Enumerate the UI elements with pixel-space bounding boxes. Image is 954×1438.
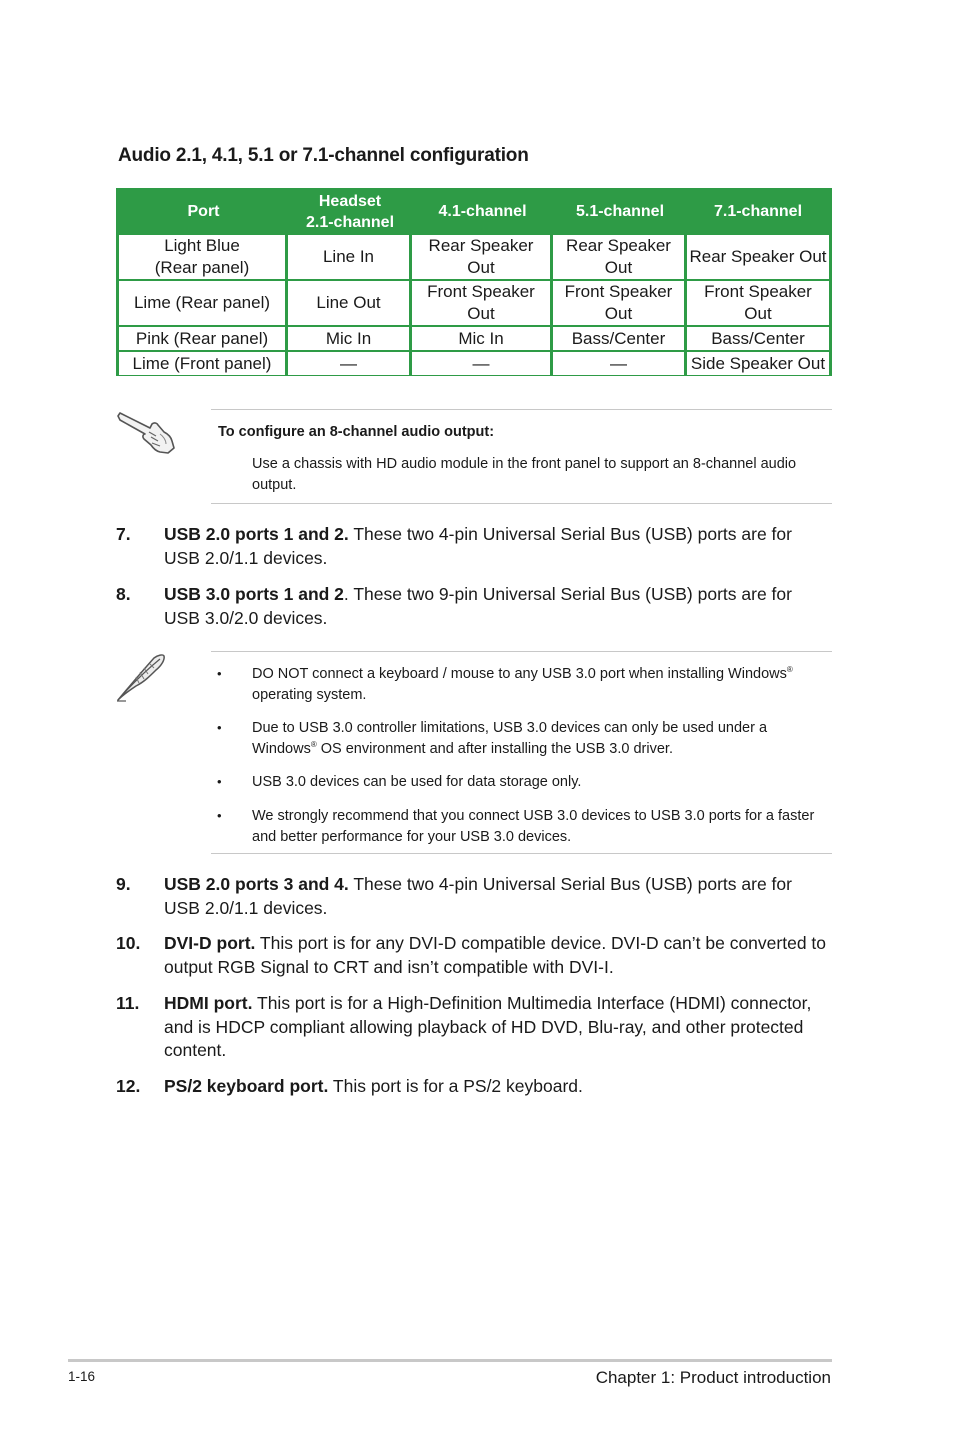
table-header-row — [119, 188, 829, 235]
footer-rule — [68, 1359, 832, 1362]
header-headset: Headset 2.1-channel — [288, 188, 412, 235]
table-row — [119, 281, 829, 327]
table-cell: Rear Speaker Out — [412, 235, 553, 281]
audio-config-table-frame — [116, 188, 832, 376]
table-cell: Rear Speaker Out — [553, 235, 687, 281]
chapter-title: Chapter 1: Product introduction — [595, 1368, 831, 1387]
table-row — [119, 235, 829, 281]
table-cell: Mic In — [288, 327, 412, 352]
configure-note — [211, 409, 832, 504]
table-cell: Bass/Center — [687, 327, 829, 352]
feather-pen-icon — [114, 652, 170, 704]
note-text: Use a chassis with HD audio module in the front panel to support an 8-channel audio output. — [252, 456, 797, 493]
header-5-1: 5.1-channel — [553, 188, 687, 235]
page-number: 1-16 — [68, 1369, 96, 1384]
table-cell: — — [412, 352, 553, 375]
usb-notes: • DO NOT connect a keyboard / mouse to any USB 3.0 port when installing Windows® operating system. • Due to USB 3.0 controller limitations, USB 3.0 devices can only be used under a Windows® OS environment and after installing the USB 3.0 driver. • USB 3.0 devices can be used for data storage only. • We strongly recommend that you connect USB 3.0 devices to USB 3.0 ports for a faster and better performance for your USB 3.0 devices. — [211, 651, 832, 854]
audio-config-table — [119, 188, 829, 375]
table-cell: Front Speaker Out — [412, 281, 553, 327]
table-cell: Light Blue (Rear panel) — [119, 235, 288, 281]
table-row — [119, 327, 829, 352]
table-cell: Side Speaker Out — [687, 352, 829, 375]
table-cell: Lime (Rear panel) — [119, 281, 288, 327]
header-4-1: 4.1-channel — [412, 188, 553, 235]
table-cell: — — [553, 352, 687, 375]
table-cell: Line In — [288, 235, 412, 281]
section-title: Audio 2.1, 4.1, 5.1 or 7.1-channel configuration — [118, 145, 529, 166]
table-cell: Front Speaker Out — [553, 281, 687, 327]
header-7-1: 7.1-channel — [687, 188, 829, 235]
table-cell: Bass/Center — [553, 327, 687, 352]
table-row — [119, 352, 829, 375]
table-cell: Rear Speaker Out — [687, 235, 829, 281]
table-cell: Mic In — [412, 327, 553, 352]
header-port: Port — [119, 188, 288, 235]
hand-pointer-icon — [116, 410, 178, 456]
table-cell: — — [288, 352, 412, 375]
table-cell: Lime (Front panel) — [119, 352, 288, 375]
table-cell: Pink (Rear panel) — [119, 327, 288, 352]
table-cell: Line Out — [288, 281, 412, 327]
note-title: To configure an 8-channel audio output: — [218, 424, 495, 440]
table-cell: Front Speaker Out — [687, 281, 829, 327]
